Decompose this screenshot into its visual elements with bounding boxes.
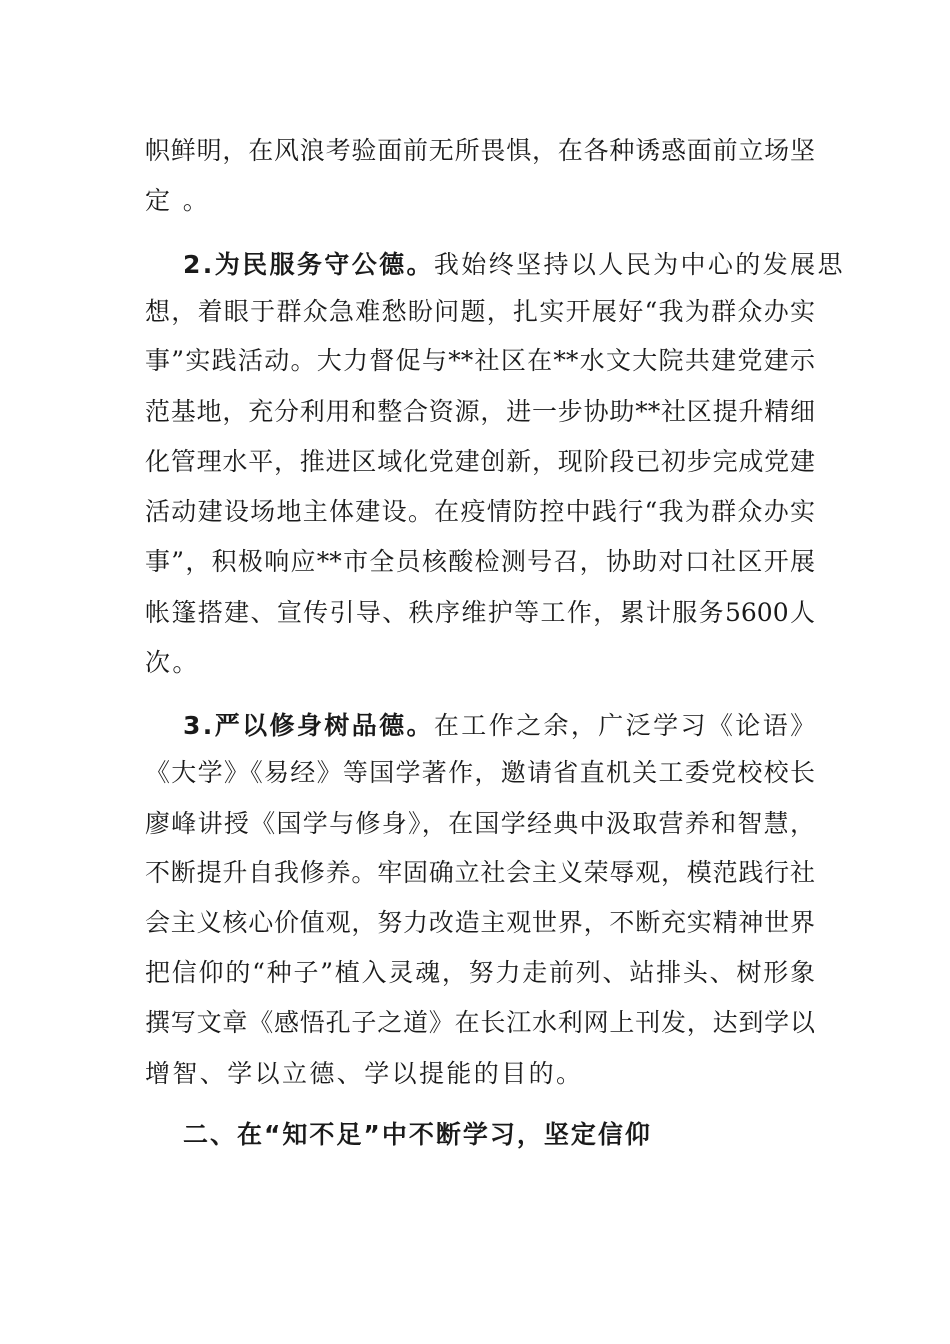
section-3-first-line <box>183 706 818 746</box>
section-3-heading: 3.严以修身树品德。 <box>183 711 434 740</box>
paragraph-line: 我始终坚持以人民为中心的发展思 <box>433 250 845 279</box>
paragraph-line: 事”实践活动。大力督促与**社区在**水文大院共建党建示 <box>145 346 815 375</box>
paragraph-line: 帜鲜明，在风浪考验面前无所畏惧，在各种诱惑面前立场坚 <box>145 136 815 165</box>
paragraph-line: 廖峰讲授《国学与修身》，在国学经典中汲取营养和智慧， <box>145 809 815 838</box>
paragraph-line: 范基地，充分利用和整合资源，进一步协助**社区提升精细 <box>145 397 815 426</box>
paragraph-line: 化管理水平，推进区域化党建创新，现阶段已初步完成党建 <box>145 447 815 476</box>
section-heading: 二、在“知不足”中不断学习，坚定信仰 <box>183 1120 652 1149</box>
paragraph-line: 增智、学以立德、学以提能的目的。 <box>145 1059 584 1088</box>
paragraph-line: 帐篷搭建、宣传引导、秩序维护等工作，累计服务5600人 <box>145 598 815 627</box>
paragraph-line: 《大学》《易经》等国学著作，邀请省直机关工委党校校长 <box>145 758 815 787</box>
section-2-first-line <box>183 245 845 285</box>
paragraph-line: 撰写文章《感悟孔子之道》在长江水利网上刊发，达到学以 <box>145 1008 815 1037</box>
section-2-heading: 2.为民服务守公德。 <box>183 250 434 279</box>
paragraph-line: 把信仰的“种子”植入灵魂，努力走前列、站排头、树形象 <box>145 958 815 987</box>
paragraph-line: 在工作之余，广泛学习《论语》 <box>433 711 818 740</box>
paragraph-line: 不断提升自我修养。牢固确立社会主义荣辱观，模范践行社 <box>145 858 815 887</box>
paragraph-line: 定 。 <box>145 186 211 215</box>
paragraph-line: 活动建设场地主体建设。在疫情防控中践行“我为群众办实 <box>145 497 815 526</box>
paragraph-line: 次。 <box>145 648 200 677</box>
paragraph-line: 想，着眼于群众急难愁盼问题，扎实开展好“我为群众办实 <box>145 297 815 326</box>
paragraph-line: 会主义核心价值观，努力改造主观世界，不断充实精神世界 <box>145 908 815 937</box>
paragraph-line: 事”，积极响应**市全员核酸检测号召，协助对口社区开展 <box>145 547 815 576</box>
